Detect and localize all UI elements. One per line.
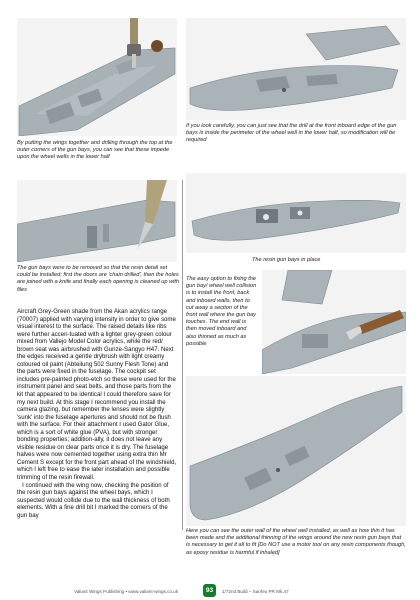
wheel-well-knife-photo	[262, 270, 406, 374]
article-body-text: Aircraft Grey-Green shade from the Akan acrylics range (70007) applied with varying intensity in order to give some visual interest to the surface. The raised details like ribs were further accen-tuated with a lighter grey-green colour mixed from Vallejo Model Color acrylics, while the red/ brown seat was airbrushed with Gunze-Sangyo H47. Next the edges received a gentle drybrush with light creamy coloured oil paint (Abteilung 502 Sunny Flesh Tone) and the parts were fixed in the fuselage. The cockpit set includes pre-painted photo-etch so these were used for the instrument panel and seat belts, and those parts from the kit that appeared to be identical I could therefore save for my next build. At this stage I recommend you install the camera glazing, but remember the lenses were slightly 'sunk' into the fuselage apertures and should not be flush with the surface. For their attachment I used Gator Glue, which is a sort of white glue (PVA), but with stronger bonding properties; addition-ally, it does not leave any visible residue on clear parts once it is dry. The fuselage halves were now cemented together using extra thin Mr Cement S except for the front part ahead of the windshield, which I left free to ease the later installation and possible trimming of the resin firewall. I continued with the wing now, checking the position of the resin gun bays against the wheel bays, which I suspected would collide due to the wall thickness of both elements. With a fine drill bit I marked the corners of the gun bay	[17, 308, 177, 519]
resin-gun-bays-photo	[186, 173, 406, 253]
caption-wheel-well-fix: The easy option to fixing the gun bay/ wheel well collision is to install the front, back and inboard walls, then to cut away a section of the front wall where the gun bay touches. The end wall is then moved inboard and also thinned as much as possible	[186, 276, 257, 347]
page-number-badge: 93	[203, 584, 216, 597]
wing-drilling-photo	[17, 18, 177, 136]
caption-drill-inside-well: If you look carefully, you can just see that the drill at the front inboard edge of the gun bays is inside the perimeter of the wheel well in the lower half, so modification will be required	[186, 123, 397, 144]
caption-resin-gun-bays: The resin gun bays in place	[252, 257, 321, 263]
caption-finished-wing: Here you can see the outer wall of the wheel well installed, as well as how thin it has been made and the additional thinning of the wings around the new resin gun bays that is necessary to get it all to fit [Do NOT use a motor tool on any resin components though, as epoxy residue is harmful if inhaled]	[186, 528, 406, 556]
finished-wing-underside-photo	[186, 376, 406, 526]
column-divider	[182, 180, 183, 530]
footer-series: 1/72nd Build – Sanfeu PR Mk.47	[222, 589, 289, 594]
gun-bay-removal-photo	[17, 180, 177, 262]
wing-underside-photo	[186, 18, 406, 120]
footer-publisher: Valiant Wings Publishing • www.valiant-wings.co.uk	[74, 589, 179, 594]
caption-drilling: By putting the wings together and drilling through the top at the outer corners of the gun bays, you can see that these impede upon the wheel wells in the lower half	[17, 140, 173, 161]
caption-gun-bay-removal: The gun bays were to be removed so that the resin detail set could be installed; first the doors are 'chain drilled', then the holes are joined with a knife and finally each opening is cleaned up with files	[17, 265, 180, 293]
